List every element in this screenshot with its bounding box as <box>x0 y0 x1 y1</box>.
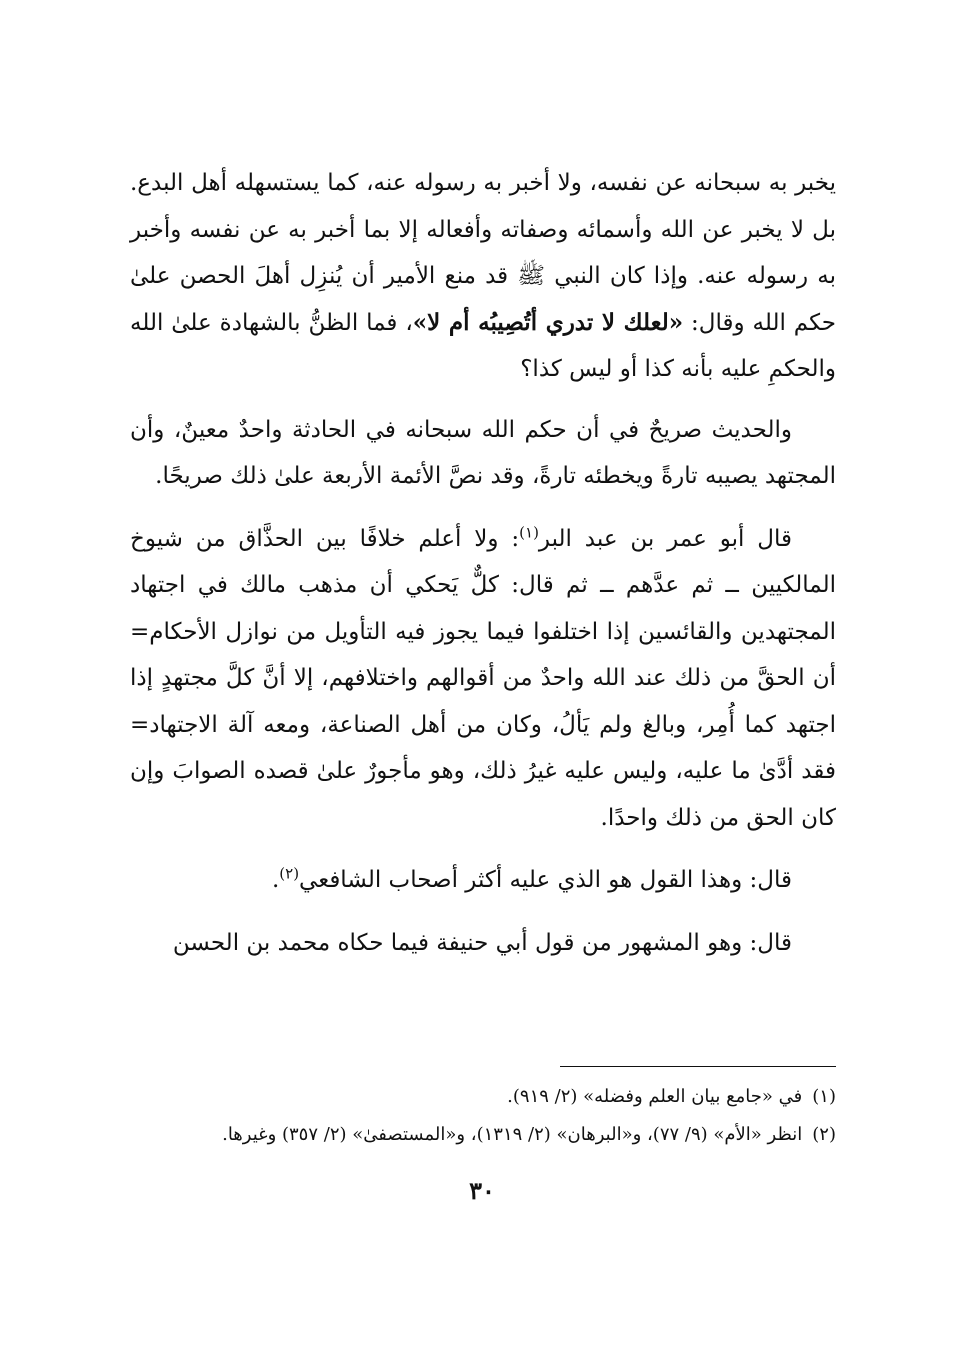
paragraph-3-start: قال أبو عمر بن عبد البر <box>538 525 792 552</box>
paragraph-1-end: ، فما الظنُّ بالشهادة علىٰ الله والحكمِ عليه بأنه كذا أو ليس كذا؟ <box>130 309 836 382</box>
paragraph-3 <box>130 516 836 842</box>
paragraph-4-end: . <box>271 867 280 893</box>
paragraph-5-text: قال: وهو المشهور من قول أبي حنيفة فيما حكاه محمد بن الحسن <box>172 929 792 956</box>
footnote-1 <box>130 1078 836 1116</box>
footnote-1-text: في «جامع بيان العلم وفضله» (٢/ ٩١٩). <box>507 1086 803 1107</box>
paragraph-4 <box>130 857 836 904</box>
paragraph-4-text: قال: وهذا القول هو الذي عليه أكثر أصحاب الشافعي <box>299 867 792 893</box>
page-number: ٣٠ <box>469 1176 495 1205</box>
footnote-divider <box>560 1066 836 1067</box>
paragraph-1 <box>130 160 836 393</box>
footnotes <box>130 1078 836 1154</box>
paragraph-1-text: يخبر به سبحانه عن نفسه، ولا أخبر به رسوله عنه، كما يستسهله أهل البدع. بل لا يخبر عن الله وأسمائه وصفاته وأفعاله إلا بما أخبر به عن نفسه وأخبر به رسوله عنه. وإذا كان النبي ﷺ قد منع الأمير أن يُنزِل أهلَ الحصن علىٰ حكم الله وقال: <box>130 170 837 336</box>
footnote-2-text: انظر «الأم» (٩/ ٧٧)، و«البرهان» (٢/ ١٣١٩)، و«المستصفىٰ» (٢/ ٣٥٧) وغيرها. <box>222 1124 803 1145</box>
footnote-2 <box>130 1116 836 1154</box>
footnote-2-number: (٢) <box>812 1124 836 1145</box>
paragraph-2-text: والحديث صريحٌ في أن حكم الله سبحانه في الحادثة واحدٌ معينٌ، وأن المجتهد يصيبه تارةً ويخطئه تارةً، وقد نصَّ الأئمة الأربعة علىٰ ذلك صريحًا. <box>130 416 836 489</box>
paragraph-2 <box>130 407 836 500</box>
main-text <box>130 160 836 982</box>
footnote-1-number: (١) <box>812 1086 836 1107</box>
paragraph-3-rest: : ولا أعلم خلافًا بين الحذَّاق من شيوخ المالكيين ــ ثم عدَّهم ــ ثم قال: كلٌّ يَحكي أن مذهب مالك في اجتهاد المجتهدين والقائسين إذا اختلفوا فيما يجوز فيه التأويل من نوازل الأحكام= أن الحقَّ من ذلك عند الله واحدٌ من أقوالهم واختلافهم، إلا أنَّ كلَّ مجتهدٍ إذا اجتهد كما أُمِر، وبالغ ولم يَألُ، وكان من أهل الصناعة، ومعه آلة الاجتهاد= فقد أدَّىٰ ما عليه، وليس عليه غيرُ ذلك، وهو مأجورٌ علىٰ قصده الصوابَ وإن كان الحق من ذلك واحدًا. <box>130 525 836 831</box>
paragraph-5 <box>130 920 836 967</box>
footnote-ref-2[interactable]: (٢) <box>279 864 300 883</box>
hadith-quote: «لعلك لا تدري أتُصِيبُه أم لا» <box>412 308 684 336</box>
footnote-ref-1[interactable]: (١) <box>519 522 539 541</box>
